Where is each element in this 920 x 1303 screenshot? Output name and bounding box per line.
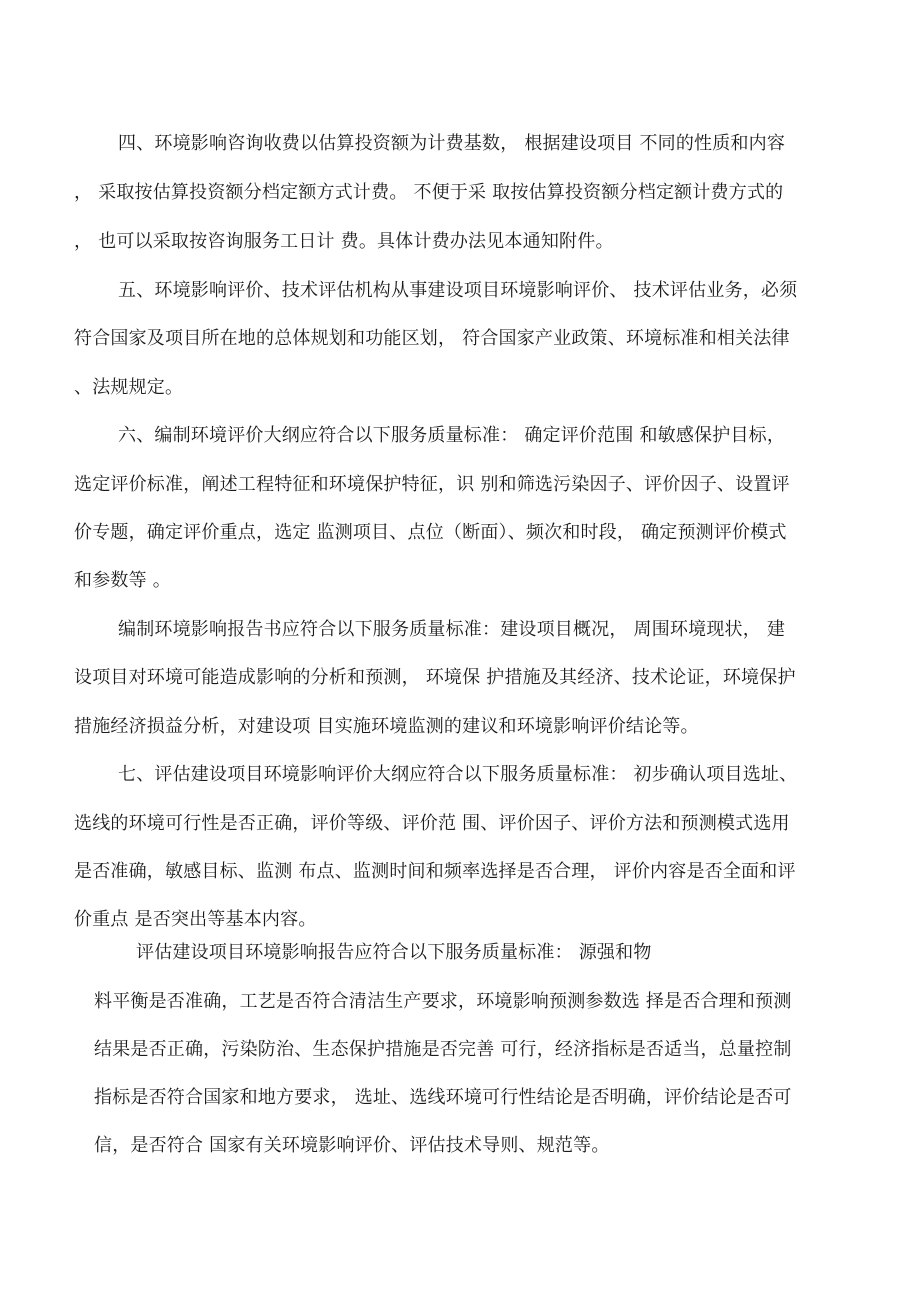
- text-line: 五、环境影响评价、技术评估机构从事建设项目环境影响评价、 技术评估业务，必须: [118, 280, 798, 301]
- text-line: 是否准确，敏感目标、监测 布点、监测时间和频率选择是否合理， 评价内容是否全面和评: [74, 861, 796, 882]
- text-line: 六、编制环境评价大纲应符合以下服务质量标准： 确定评价范围 和敏感保护目标，: [118, 425, 786, 446]
- text-line: 七、评估建设项目环境影响评价大纲应符合以下服务质量标准： 初步确认项目选址、: [118, 764, 798, 785]
- text-line: 措施经济损益分析，对建设项 目实施环境监测的建议和环境影响评价结论等。: [74, 716, 699, 737]
- text-line: 选定评价标准，阐述工程特征和环境保护特征，识 别和筛选污染因子、评价因子、设置评: [74, 474, 790, 495]
- text-line: 选线的环境可行性是否正确，评价等级、评价范 围、评价因子、评价方法和预测模式选用: [74, 813, 790, 834]
- text-line: 设项目对环境可能造成影响的分析和预测， 环境保 护措施及其经济、技术论证，环境保护: [74, 667, 796, 688]
- text-line: ， 也可以采取按咨询服务工日计 费。具体计费办法见本通知附件。: [74, 231, 614, 252]
- text-line: 结果是否正确，污染防治、生态保护措施是否完善 可行，经济指标是否适当，总量控制: [94, 1039, 792, 1060]
- text-line: 和参数等 。: [74, 570, 171, 591]
- text-line: 编制环境影响报告书应符合以下服务质量标准：建设项目概况， 周围环境现状， 建: [118, 619, 786, 640]
- text-line: 价专题，确定评价重点，选定 监测项目、点位（断面）、频次和时段， 确定预测评价模式: [74, 522, 787, 543]
- text-line: 评估建设项目环境影响报告应符合以下服务质量标准： 源强和物: [136, 942, 652, 963]
- text-line: 信，是否符合 国家有关环境影响评价、评估技术导则、规范等。: [94, 1135, 610, 1156]
- text-line: 符合国家及项目所在地的总体规划和功能区划， 符合国家产业政策、环境标准和相关法律: [74, 328, 790, 349]
- text-line: 料平衡是否准确，工艺是否符合清洁生产要求，环境影响预测参数选 择是否合理和预测: [94, 991, 792, 1012]
- text-line: 指标是否符合国家和地方要求， 选址、选线环境可行性结论是否明确，评价结论是否可: [94, 1087, 792, 1108]
- text-line: ， 采取按估算投资额分档定额方式计费。 不便于采 取按估算投资额分档定额计费方式的: [74, 182, 784, 203]
- text-line: 四、环境影响咨询收费以估算投资额为计费基数， 根据建设项目 不同的性质和内容: [118, 133, 786, 154]
- text-line: 价重点 是否突出等基本内容。: [74, 909, 317, 930]
- text-line: 、法规规定。: [74, 377, 184, 398]
